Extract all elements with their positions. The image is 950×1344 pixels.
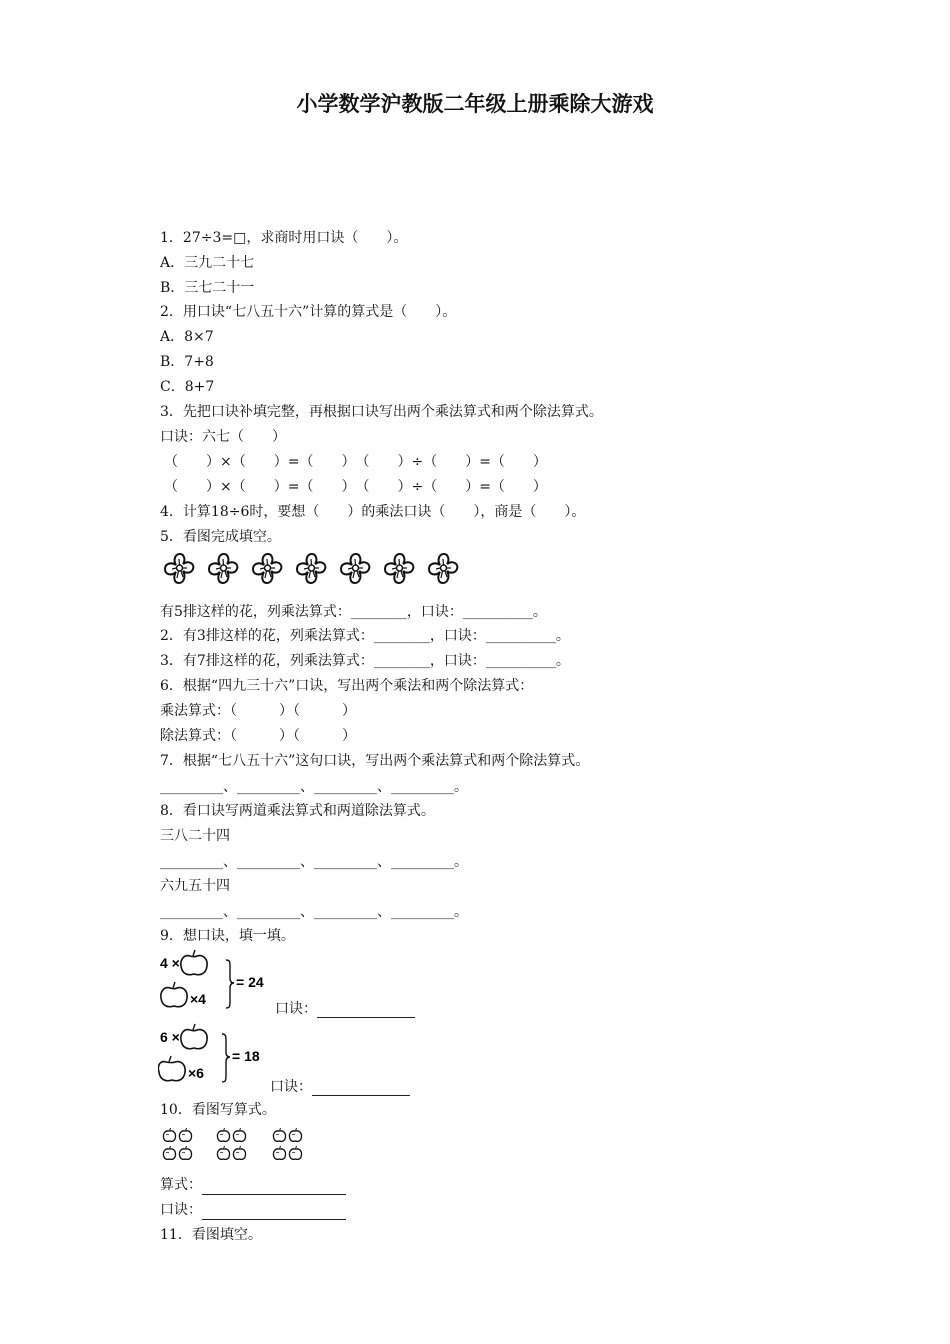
formula-answer: 算式： xyxy=(160,1175,346,1195)
option-a: A．三九二十七 xyxy=(160,255,255,271)
blank-row: （ ）×（ ）=（ ） （ ）÷（ ）=（ ） xyxy=(164,479,547,495)
question-7: 7．根据“七八五十六”这句口诀，写出两个乘法算式和两个除法算式。 xyxy=(160,753,590,769)
fig1-bottom-label: ×4 xyxy=(190,991,206,1007)
question-1: 1．27÷3=□，求商时用口诀（ ）。 xyxy=(160,230,408,246)
question-5-part-2: 2．有3排这样的花，列乘法算式：________，口诀：__________。 xyxy=(160,628,570,644)
question-9: 9．想口诀，填一填。 xyxy=(160,928,295,944)
fig2-bottom-label: ×6 xyxy=(188,1065,204,1081)
question-3: 3．先把口诀补填完整，再根据口诀写出两个乘法算式和两个除法算式。 xyxy=(160,404,603,420)
question-8: 8．看口诀写两道乘法算式和两道除法算式。 xyxy=(160,803,435,819)
option-b: B．7+8 xyxy=(160,354,214,370)
question-5-part-1: 有5排这样的花，列乘法算式：________，口诀：__________。 xyxy=(160,604,547,620)
koujue-answer-1: 口诀： xyxy=(275,998,415,1018)
question-5: 5．看图完成填空。 xyxy=(160,529,281,545)
koujue-answer-2: 口诀： xyxy=(270,1076,410,1096)
option-b: B．三七二十一 xyxy=(160,280,255,296)
fig2-top-label: 6 × xyxy=(160,1029,180,1045)
page-title: 小学数学沪教版二年级上册乘除大游戏 xyxy=(296,92,654,116)
question-10: 10．看图写算式。 xyxy=(160,1102,276,1118)
question-2: 2．用口诀“七八五十六”计算的算式是（ ）。 xyxy=(160,304,457,320)
fig2-result: = 18 xyxy=(232,1048,260,1064)
fig1-top-label: 4 × xyxy=(160,955,180,971)
koujue-text: 六九五十四 xyxy=(160,878,230,894)
option-c: C．8+7 xyxy=(160,379,215,395)
apple-equation-figure-1 xyxy=(158,948,268,1016)
multiplication-blanks: 乘法算式：（ ）（ ） xyxy=(160,703,356,719)
koujue-text: 三八二十四 xyxy=(160,828,230,844)
apple-groups xyxy=(160,1126,330,1166)
answer-blanks: _________、_________、_________、_________。 xyxy=(160,779,468,795)
blank-row: （ ）×（ ）=（ ） （ ）÷（ ）=（ ） xyxy=(164,454,547,470)
apple-equation-figure-2 xyxy=(158,1022,268,1090)
question-6: 6．根据“四九三十六”口诀，写出两个乘法和两个除法算式： xyxy=(160,678,534,694)
answer-blanks: _________、_________、_________、_________。 xyxy=(160,904,468,920)
division-blanks: 除法算式：（ ）（ ） xyxy=(160,728,356,744)
option-a: A．8×7 xyxy=(160,329,214,345)
flower-icons xyxy=(160,548,480,588)
question-5-part-3: 3．有7排这样的花，列乘法算式：________，口诀：__________。 xyxy=(160,653,570,669)
question-11: 11．看图填空。 xyxy=(160,1227,262,1243)
flower-row xyxy=(160,548,480,588)
koujue-answer: 口诀： xyxy=(160,1200,346,1220)
question-4: 4．计算18÷6时，要想（ ）的乘法口诀（ ），商是（ ）。 xyxy=(160,504,586,520)
fig1-result: = 24 xyxy=(236,974,264,990)
apple-icons xyxy=(160,1126,330,1166)
koujue-line: 口诀：六七（ ） xyxy=(160,429,286,445)
answer-blanks: _________、_________、_________、_________。 xyxy=(160,854,468,870)
